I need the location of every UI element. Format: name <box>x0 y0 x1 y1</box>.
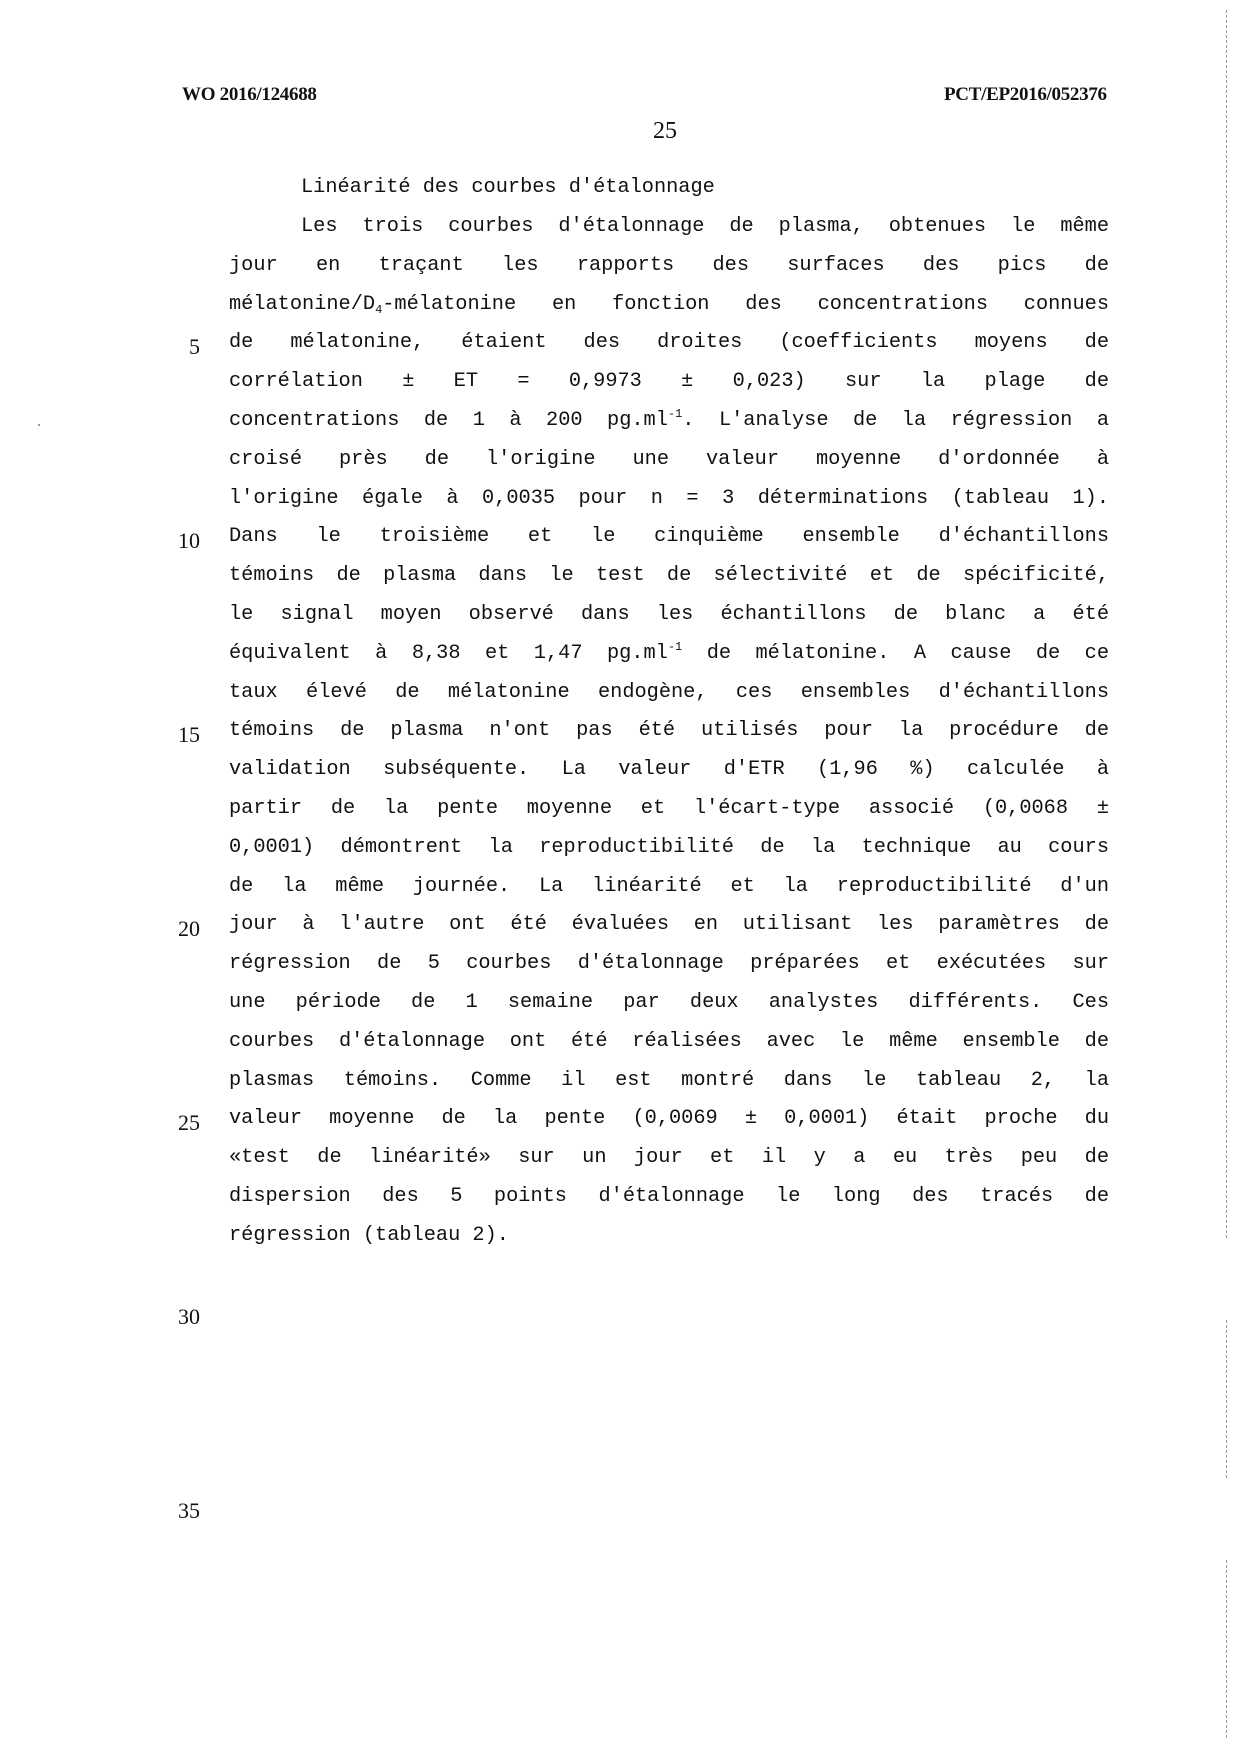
body-line: partir de la pente moyenne et l'écart-type associé (0,0068 ± <box>229 797 1109 820</box>
body-line: concentrations de 1 à 200 $pg.ml^{-1}$. L'analyse de la régression a <box>229 407 1110 432</box>
line-number-5: 5 <box>189 334 200 359</box>
body-line: l'origine égale à 0,0035 pour n = 3 déterminations (tableau 1). <box>229 486 1109 510</box>
body-line: de mélatonine, étaient des droites (coefficients moyens de <box>229 331 1109 355</box>
body-line: valeur moyenne de la pente (0,0069 ± 0,0001) était proche du <box>229 1107 1109 1131</box>
line-number-30: 30 <box>178 1304 200 1329</box>
body-line: taux élevé de mélatonine endogène, ces ensembles d'échantillons <box>229 680 1109 704</box>
header-publication-number: WO 2016/124688 <box>182 84 317 105</box>
body-line: une période de 1 semaine par deux analystes différents. Ces <box>229 991 1109 1014</box>
body-line: jour à l'autre ont été évaluées en utilisant les paramètres de <box>229 913 1109 937</box>
body-line: régression de 5 courbes d'étalonnage préparées et exécutées sur <box>229 952 1109 976</box>
superscript: -1 <box>667 639 683 654</box>
body-line: Dans le troisième et le cinquième ensemble d'échantillons <box>229 525 1109 549</box>
line-number-25: 25 <box>178 1110 200 1135</box>
body-line: plasmas témoins. Comme il est montré dans le tableau 2, la <box>229 1068 1109 1092</box>
page-number: 25 <box>653 118 677 144</box>
superscript: -1 <box>667 407 683 421</box>
line-number-20: 20 <box>178 916 200 941</box>
body-line: 0,0001) démontrent la reproductibilité de la technique au cours <box>229 835 1109 859</box>
body-line: de la même journée. La linéarité et la reproductibilité d'un <box>229 874 1109 898</box>
section-title: Linéarité des courbes d'étalonnage <box>301 176 715 199</box>
body-line: croisé près de l'origine une valeur moyenne d'ordonnée à <box>229 447 1109 471</box>
line-number-15: 15 <box>178 722 200 747</box>
body-line: Les trois courbes d'étalonnage de plasma, obtenues le même <box>301 215 1109 238</box>
body-line: mélatonine/$D_4$-mélatonine en fonction des concentrations connues <box>229 292 1109 317</box>
scan-edge-artifact <box>1226 1560 1227 1740</box>
body-line: validation subséquente. La valeur d'ETR (1,96 %) calculée à <box>229 758 1109 782</box>
body-line: témoins de plasma dans le test de sélectivité et de spécificité, <box>229 564 1109 588</box>
body-line: dispersion des 5 points d'étalonnage le long des tracés de <box>229 1185 1109 1208</box>
body-line: le signal moyen observé dans les échantillons de blanc a été <box>229 603 1109 626</box>
line-number-35: 35 <box>178 1498 200 1523</box>
body-line: témoins de plasma n'ont pas été utilisés pour la procédure de <box>229 719 1109 743</box>
scan-edge-artifact <box>1226 10 1227 1240</box>
body-line: régression (tableau 2). <box>229 1223 509 1247</box>
line-number-10: 10 <box>178 528 200 553</box>
body-line: courbes d'étalonnage ont été réalisées avec le même ensemble de <box>229 1029 1109 1053</box>
body-line: équivalent à 8,38 et 1,47 $pg.ml^{-1}$ de mélatonine. A cause de ce <box>229 639 1109 665</box>
body-line: jour en traçant les rapports des surfaces des pics de <box>229 253 1109 277</box>
body-line: corrélation ± ET = 0,9973 ± 0,023) sur la plage de <box>229 370 1109 394</box>
subscript: 4 <box>375 302 383 317</box>
scan-edge-artifact <box>1226 1320 1227 1480</box>
body-line: «test de linéarité» sur un jour et il y a eu très peu de <box>229 1146 1109 1170</box>
scan-stray-mark <box>38 424 40 426</box>
header-application-number: PCT/EP2016/052376 <box>944 84 1107 105</box>
